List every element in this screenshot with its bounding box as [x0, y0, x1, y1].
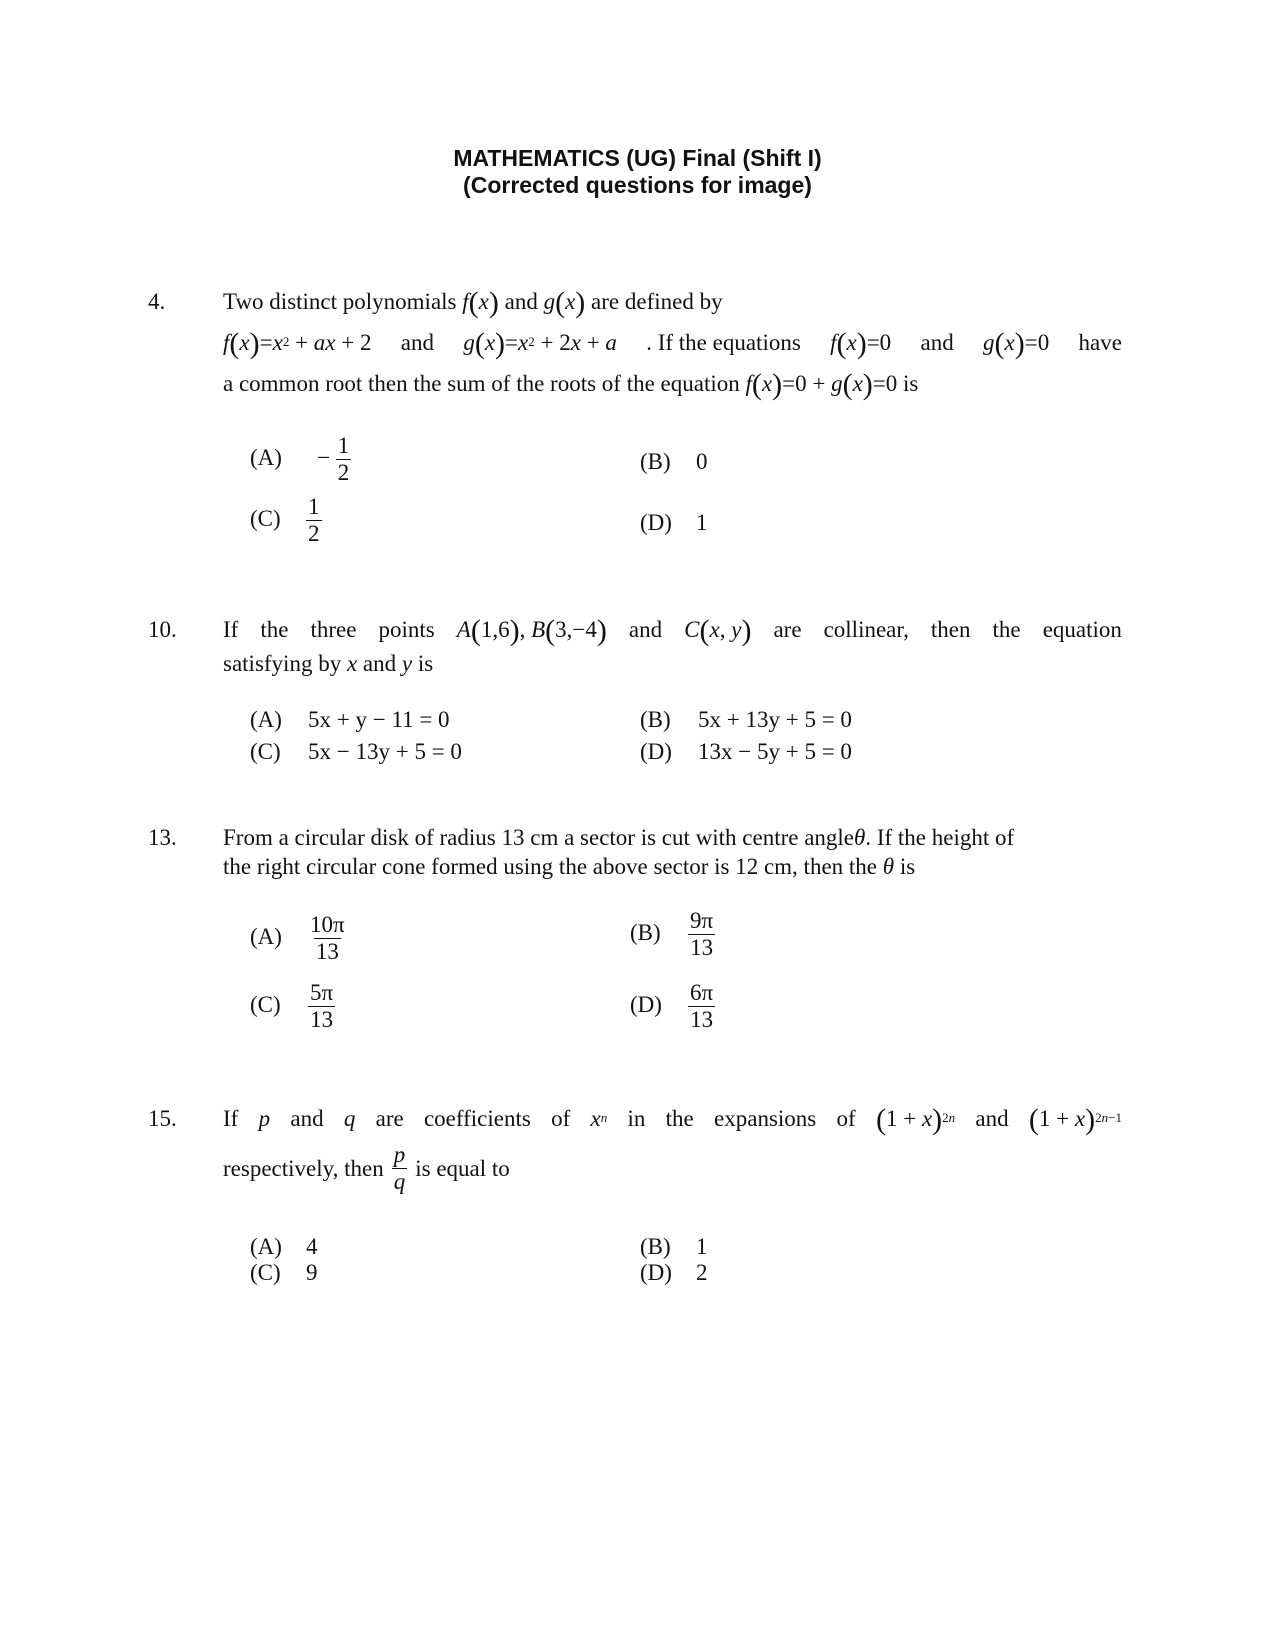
question-15-option-a[interactable]: (A) 4	[250, 1234, 318, 1259]
question-13-line-1: From a circular disk of radius 13 cm a sector is cut with centre angleθ. If the height of	[223, 825, 1015, 850]
question-4-number: 4.	[148, 289, 166, 314]
question-13-option-c[interactable]: (C) $\frac{5\pi}{13}$	[250, 980, 334, 1033]
question-10-option-c[interactable]: (C) 5x − 13y + 5 = 0	[250, 739, 462, 764]
question-13-option-a[interactable]: (A) $\frac{10\pi}{13}$	[250, 912, 345, 965]
question-10-option-b[interactable]: (B) 5x + 13y + 5 = 0	[640, 707, 852, 732]
question-4-option-d[interactable]: (D) 1	[640, 510, 708, 535]
question-13-line-2: the right circular cone formed using the above sector is 12 cm, then the θ is	[223, 854, 916, 879]
question-4-line-1: Two distinct polynomials f(x) and g(x) are defined by	[223, 286, 723, 319]
question-15-option-c[interactable]: (C) 9	[250, 1260, 318, 1285]
question-15-line-2: respectively, then $\frac{p}{q}$ is equal to	[223, 1142, 510, 1195]
question-4-option-a[interactable]: (A) − $\frac{1}{2}$	[250, 433, 350, 486]
question-13-number: 13.	[148, 825, 177, 850]
question-15-number: 15.	[148, 1106, 177, 1131]
question-10-option-d[interactable]: (D) 13x − 5y + 5 = 0	[640, 739, 852, 764]
question-4-option-b[interactable]: (B) 0	[640, 449, 708, 474]
question-10-line-2: satisfying by x and y is	[223, 651, 434, 676]
question-13-option-b[interactable]: (B) $\frac{9\pi}{13}$	[630, 908, 714, 961]
question-10-option-a[interactable]: (A) 5x + y − 11 = 0	[250, 707, 450, 732]
question-15-option-b[interactable]: (B) 1	[640, 1234, 708, 1259]
question-15-option-d[interactable]: (D) 2	[640, 1260, 708, 1285]
question-4-option-c[interactable]: (C) $\frac{1}{2}$	[250, 494, 320, 547]
question-4-line-3: a common root then the sum of the roots of the equation f(x)=0 + g(x)=0 is	[223, 368, 919, 401]
question-13-option-d[interactable]: (D) $\frac{6\pi}{13}$	[630, 980, 714, 1033]
page-title: MATHEMATICS (UG) Final (Shift I)	[453, 145, 822, 171]
question-10-number: 10.	[148, 617, 177, 642]
page-subtitle: (Corrected questions for image)	[463, 172, 812, 198]
question-10-line-1: If the three points A(1,6), B(3,−4) and C(x, y) are collinear, then the equation	[223, 614, 1122, 647]
question-4-line-2: $f(x)=x^2$ + ax + 2 and $g(x)=x^2 + 2x + a$ . If the equations f(x)=0 and g(x)=0 have	[223, 327, 1122, 360]
question-15-line-1: If p and q are coefficients of $x^n$ in the expansions of $(1 + x)^{2n}$ and $(1 + x)^{2n-1}$	[223, 1103, 1122, 1136]
